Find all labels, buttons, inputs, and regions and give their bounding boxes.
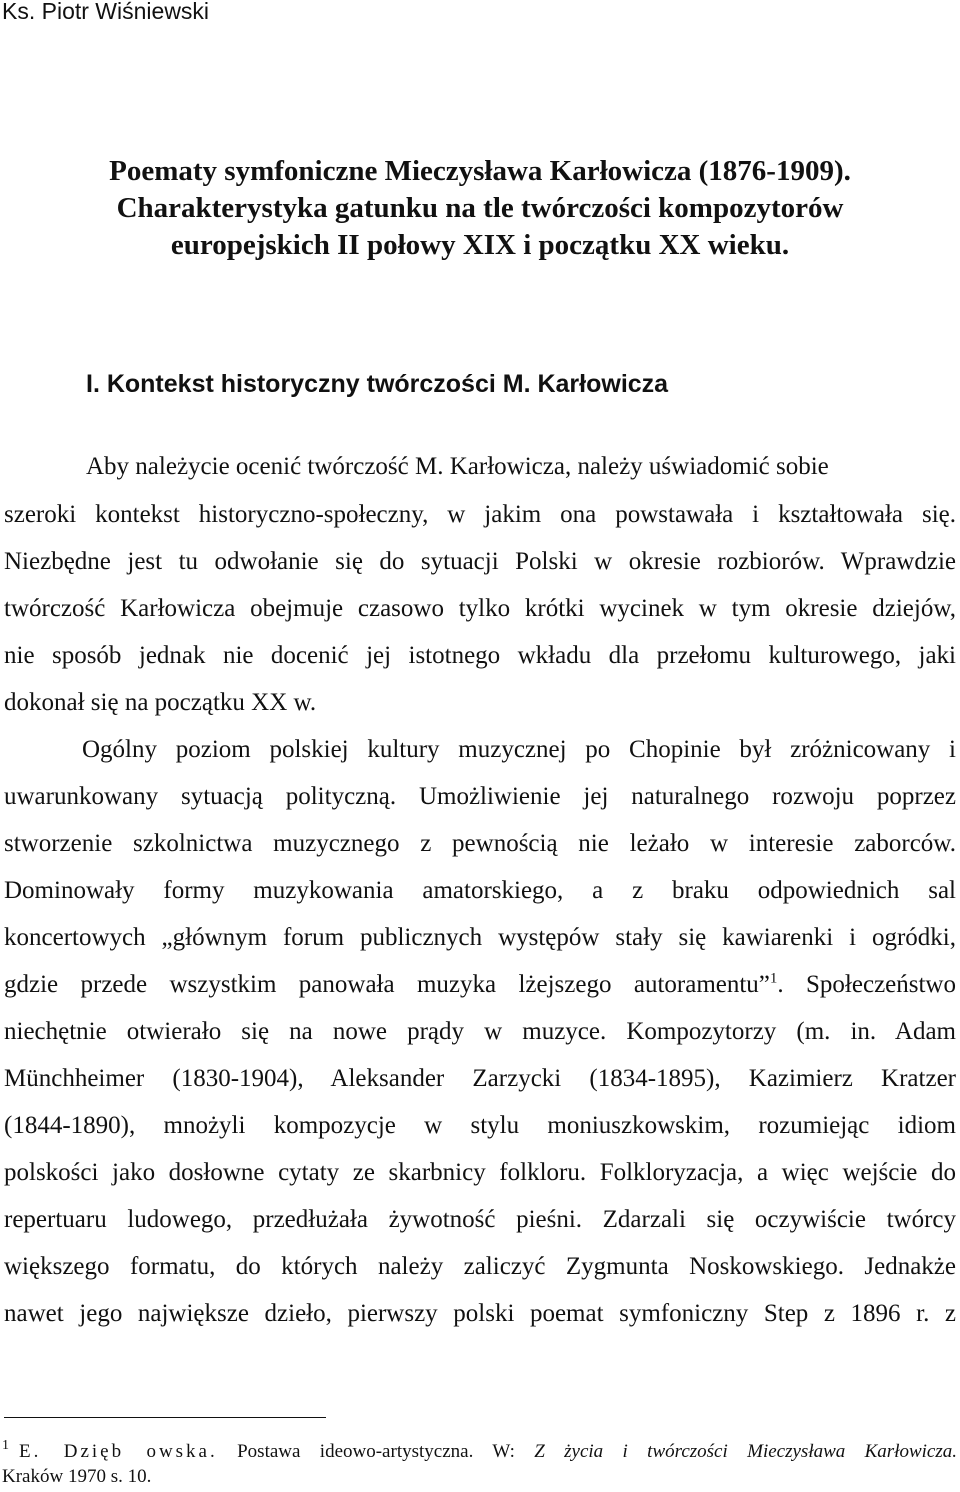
paragraph-1-line: szeroki kontekst historyczno-społeczny, w jakim ona powstawała i kształtowała się. [4, 501, 956, 528]
footnote-source-title: Z życia i twórczości Mieczysława Karłowicza. [534, 1441, 958, 1462]
document-title-line-3: europejskich II połowy XIX i początku XX wieku. [170, 229, 790, 261]
paragraph-2-line-with-footnote-ref [4, 970, 956, 1000]
footnote-author: E. Dzięb owska. [19, 1441, 218, 1462]
footnote-reference[interactable]: 1 [769, 970, 778, 987]
paragraph-2-line: stworzenie szkolnictwa muzycznego z pewnością nie leżało w interesie zaborców. [4, 830, 956, 857]
footnote-text: Postawa ideowo-artystyczna. W: [217, 1441, 535, 1462]
footnote-separator [4, 1417, 326, 1418]
paragraph-2-line: niechętnie otwierało się na nowe prądy w muzyce. Kompozytorzy (m. in. Adam [4, 1018, 956, 1045]
paragraph-1-line: nie sposób jednak nie docenić jej istotnego wkładu dla przełomu kulturowego, jaki [4, 642, 956, 669]
paragraph-2-line: polskości jako dosłowne cytaty ze skarbnicy folkloru. Folkloryzacja, a więc wejście do [4, 1159, 956, 1186]
footnote [2, 1440, 957, 1466]
paragraph-2-line: Dominowały formy muzykowania amatorskiego, a z braku odpowiednich sal [4, 877, 956, 904]
paragraph-2-line: Münchheimer (1830-1904), Aleksander Zarzycki (1834-1895), Kazimierz Kratzer [4, 1065, 956, 1092]
paragraph-2-line: (1844-1890), mnożyli kompozycje w stylu moniuszkowskim, rozumiejąc idiom [4, 1112, 956, 1139]
footnote-place-year: Kraków 1970 s. 10. [2, 1466, 152, 1487]
paragraph-2-line: nawet jego największe dzieło, pierwszy polski poemat symfoniczny Step z 1896 r. z [4, 1300, 956, 1327]
line-text: . Społeczeństwo [777, 971, 956, 998]
paragraph-1-line: dokonał się na początku XX w. [4, 689, 317, 716]
paragraph-1-line: Aby należycie ocenić twórczość M. Karłowicza, należy uświadomić sobie [86, 453, 829, 480]
author-name: Ks. Piotr Wiśniewski [2, 0, 210, 24]
paragraph-1-line: Niezbędne jest tu odwołanie się do sytuacji Polski w okresie rozbiorów. Wprawdzie [4, 548, 956, 575]
paragraph-2-line: Ogólny poziom polskiej kultury muzycznej po Chopinie był zróżnicowany i [82, 736, 956, 763]
document-title-line-1: Poematy symfoniczne Mieczysława Karłowicza (1876-1909). [109, 155, 851, 187]
paragraph-2-line: uwarunkowany sytuacją polityczną. Umożliwienie jej naturalnego rozwoju poprzez [4, 783, 956, 810]
line-text: gdzie przede wszystkim panowała muzyka lżejszego autoramentu” [4, 971, 770, 998]
document-title-line-2: Charakterystyka gatunku na tle twórczości kompozytorów [116, 192, 844, 224]
section-heading: I. Kontekst historyczny twórczości M. Karłowicza [86, 370, 669, 398]
paragraph-2-line: repertuaru ludowego, przedłużała żywotność pieśni. Zdarzali się oczywiście twórcy [4, 1206, 956, 1233]
paragraph-1-line: twórczość Karłowicza obejmuje czasowo tylko krótki wycinek w tym okresie dziejów, [4, 595, 956, 622]
paragraph-2-line: większego formatu, do których należy zaliczyć Zygmunta Noskowskiego. Jednakże [4, 1253, 956, 1280]
footnote-number: 1 [2, 1438, 9, 1453]
paragraph-2-line: koncertowych „głównym forum publicznych występów stały się kawiarenki i ogródki, [4, 924, 956, 951]
